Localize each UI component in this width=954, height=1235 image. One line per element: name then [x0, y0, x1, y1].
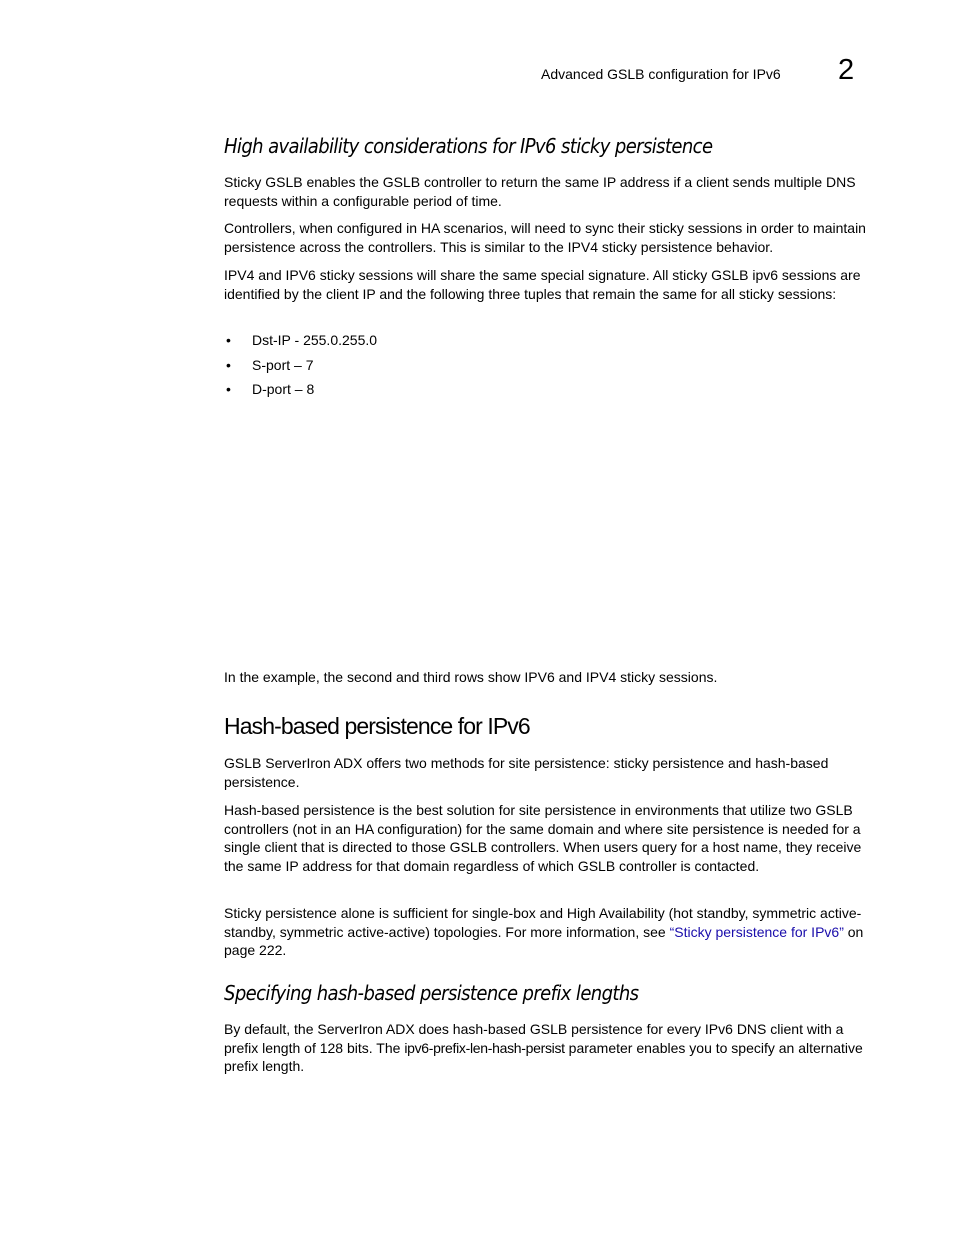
list-item — [224, 380, 377, 405]
heading-prefix-lengths: Specifying hash-based persistence prefix lengths — [224, 981, 639, 1005]
paragraph-example-rows: In the example, the second and third rows show IPV6 and IPV4 sticky sessions. — [224, 669, 718, 685]
tuple-bullet-list — [224, 331, 377, 405]
paragraph-sticky-gslb: Sticky GSLB enables the GSLB controller to return the same IP address if a client sends multiple DNS requests within a configurable period of time. — [224, 174, 856, 209]
paragraph-two-methods: GSLB ServerIron ADX offers two methods for site persistence: sticky persistence and hash-based persistence. — [224, 755, 829, 790]
running-header-title: Advanced GSLB configuration for IPv6 — [541, 66, 781, 82]
bullet-text: D-port – 8 — [252, 381, 315, 397]
paragraph-ha-sync: Controllers, when configured in HA scenarios, will need to sync their sticky sessions in order to maintain persistence across the controllers. This is similar to the IPV4 sticky persistence behavior. — [224, 220, 866, 255]
heading-hash-based-persistence: Hash-based persistence for IPv6 — [224, 713, 530, 739]
bullet-icon: • — [226, 356, 231, 373]
paragraph-text: Sticky persistence alone is sufficient for single-box and High Availability (hot standby, symmetric active-standby, symmetric active-active) topologies. For more information, see — [224, 905, 862, 940]
bullet-text: Dst-IP - 255.0.255.0 — [252, 332, 378, 348]
paragraph-shared-signature: IPV4 and IPV6 sticky sessions will share the same special signature. All sticky GSLB ipv6 sessions are identified by the client IP and the following three tuples that remain the same for all sticky sessions: — [224, 267, 861, 302]
paragraph-sticky-alone — [224, 904, 874, 960]
paragraph-text: on page 222. — [224, 923, 864, 959]
list-item — [224, 356, 377, 381]
command-name: ipv6-prefix-len-hash-persist — [404, 1039, 565, 1056]
heading-ha-sticky-persistence: High availability considerations for IPv6 sticky persistence — [224, 134, 713, 158]
bullet-text: S-port – 7 — [252, 356, 314, 373]
cross-reference-link[interactable]: “Sticky persistence for IPv6” — [669, 923, 844, 940]
paragraph-text: By default, the ServerIron ADX does hash-based GSLB persistence for every IPv6 DNS client with a prefix length of 128 bits. The — [224, 1021, 844, 1056]
bullet-icon: • — [226, 381, 231, 397]
list-item — [224, 331, 377, 356]
bullet-icon: • — [226, 332, 231, 348]
paragraph-text: parameter enables you to specify an alternative prefix length. — [224, 1039, 863, 1075]
paragraph-prefix-default — [224, 1020, 874, 1076]
paragraph-hash-best-solution: Hash-based persistence is the best solution for site persistence in environments that utilize two GSLB controllers (not in an HA configuration) for the same domain and where site persistence is needed for a single client that is directed to those GSLB controllers. When users query for a host name, they receive the same IP address for that domain regardless of which GSLB controller is contacted. — [224, 802, 862, 874]
chapter-number: 2 — [838, 54, 855, 86]
